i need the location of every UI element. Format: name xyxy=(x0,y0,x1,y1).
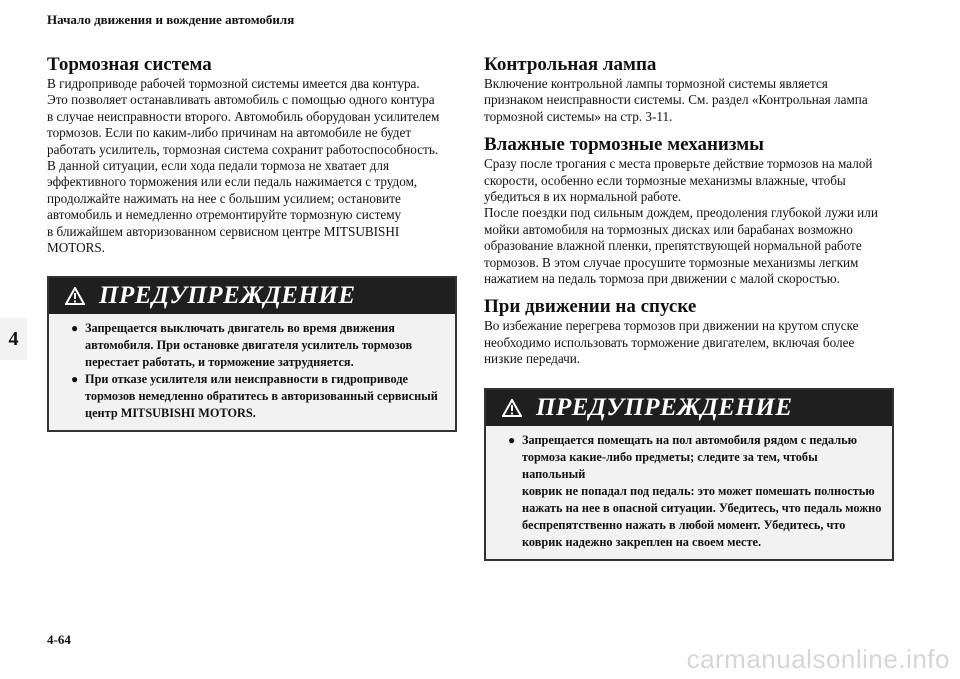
warning-header xyxy=(486,390,892,426)
warning-line: При отказе усилителя или неисправности в гидроприводе xyxy=(85,372,408,387)
left-column xyxy=(47,54,457,432)
section-heading-brake-system: Тормозная система xyxy=(47,54,212,75)
warning-line: Запрещается выключать двигатель во время движения xyxy=(85,321,395,336)
warning-body xyxy=(486,426,892,559)
text-line: эффективного торможения или если педаль нажимается с трудом, xyxy=(47,174,418,190)
text-line: в случае неисправности второго. Автомобиль оборудован усилителем xyxy=(47,108,440,124)
text-line: убедиться в их нормальной работе. xyxy=(484,189,682,205)
brake-system-text xyxy=(47,76,457,256)
bullet-icon: ● xyxy=(71,321,79,336)
warning-title: ПРЕДУПРЕЖДЕНИЕ xyxy=(536,393,793,421)
warning-line: центр MITSUBISHI MOTORS. xyxy=(85,406,256,421)
wet-brakes-text xyxy=(484,156,894,287)
warning-body xyxy=(49,314,455,430)
text-line: образование влажной пленки, препятствующей нормальной работе xyxy=(484,238,862,254)
downhill-text xyxy=(484,318,894,367)
watermark: carmanualsonline.info xyxy=(686,644,950,674)
warning-title: ПРЕДУПРЕЖДЕНИЕ xyxy=(99,282,356,310)
section-heading-warning-lamp: Контрольная лампа xyxy=(484,54,657,75)
warning-line: тормоза какие-либо предметы; следите за тем, чтобы напольный xyxy=(522,449,818,481)
text-line: признаком неисправности системы. См. раздел «Контрольная лампа xyxy=(484,92,868,108)
text-line: автомобиль и немедленно отремонтируйте тормозную систему xyxy=(47,207,402,223)
text-line: В гидроприводе рабочей тормозной системы имеется два контура. xyxy=(47,76,420,91)
text-line: в ближайшем авторизованном сервисном центре MITSUBISHI xyxy=(47,223,400,239)
text-line: работать усилитель, тормозная система сохранит работоспособность. xyxy=(47,141,439,157)
text-line: Включение контрольной лампы тормозной системы является xyxy=(484,76,828,91)
warning-lamp-text xyxy=(484,76,894,125)
text-line: После поездки под сильным дождем, преодоления глубокой лужи или xyxy=(484,205,878,221)
warning-line: коврик не попадал под педаль: это может помешать полностью xyxy=(522,483,875,498)
running-header: Начало движения и вождение автомобиля xyxy=(47,12,295,27)
warning-header xyxy=(49,278,455,314)
section-heading-wet-brakes: Влажные тормозные механизмы xyxy=(484,134,765,156)
text-line: MOTORS. xyxy=(47,240,106,256)
text-line: низкие передачи. xyxy=(484,351,581,367)
text-line: тормозов. В этом случае просушите тормозные механизмы легким xyxy=(484,254,859,270)
chapter-tab: 4 xyxy=(0,318,27,360)
warning-triangle-icon xyxy=(65,287,85,305)
warning-line: нажать на нее в опасной ситуации. Убедитесь, что педаль можно xyxy=(522,500,882,515)
text-line: необходимо использовать торможение двигателем, включая более xyxy=(484,334,855,350)
bullet-icon: ● xyxy=(71,372,79,387)
bullet-icon: ● xyxy=(508,432,516,447)
text-line: нажатием на педаль тормоза при движении с малой скоростью. xyxy=(484,271,840,287)
warning-item xyxy=(71,371,445,422)
warning-line: Запрещается помещать на пол автомобиля рядом с педалью xyxy=(522,432,857,447)
warning-line: автомобиля. При остановке двигателя усилитель тормозов xyxy=(85,338,413,353)
warning-box-right xyxy=(484,388,894,561)
text-line: мойки автомобиля на тормозных дисках или барабанах возможно xyxy=(484,221,853,237)
warning-line: перестает работать, и торможение затрудняется. xyxy=(85,355,354,370)
warning-item xyxy=(508,432,882,551)
warning-triangle-icon xyxy=(502,399,522,417)
text-line: тормозов. Если по каким-либо причинам на автомобиле не будет xyxy=(47,125,412,141)
text-line: Во избежание перегрева тормозов при движении на крутом спуске xyxy=(484,318,859,334)
right-column xyxy=(484,54,894,561)
text-line: скорости, особенно если тормозные механизмы влажные, чтобы xyxy=(484,172,846,188)
text-line: продолжайте нажимать на нее с большим усилием; остановите xyxy=(47,190,401,206)
page-number: 4-64 xyxy=(47,632,71,647)
text-line: Это позволяет останавливать автомобиль с помощью одного контура xyxy=(47,92,435,108)
text-line: тормозной системы» на стр. 3-11. xyxy=(484,108,673,124)
section-heading-downhill: При движении на спуске xyxy=(484,296,697,318)
warning-box-left xyxy=(47,276,457,432)
text-line: Сразу после трогания с места проверьте действие тормозов на малой xyxy=(484,156,873,172)
warning-item xyxy=(71,320,445,371)
warning-line: тормозов немедленно обратитесь в авторизованный сервисный xyxy=(85,389,438,404)
text-line: В данной ситуации, если хода педали тормоза не хватает для xyxy=(47,158,390,174)
warning-line: беспрепятственно нажать в любой момент. Убедитесь, что xyxy=(522,517,846,532)
warning-line: коврик надежно закреплен на своем месте. xyxy=(522,534,762,549)
